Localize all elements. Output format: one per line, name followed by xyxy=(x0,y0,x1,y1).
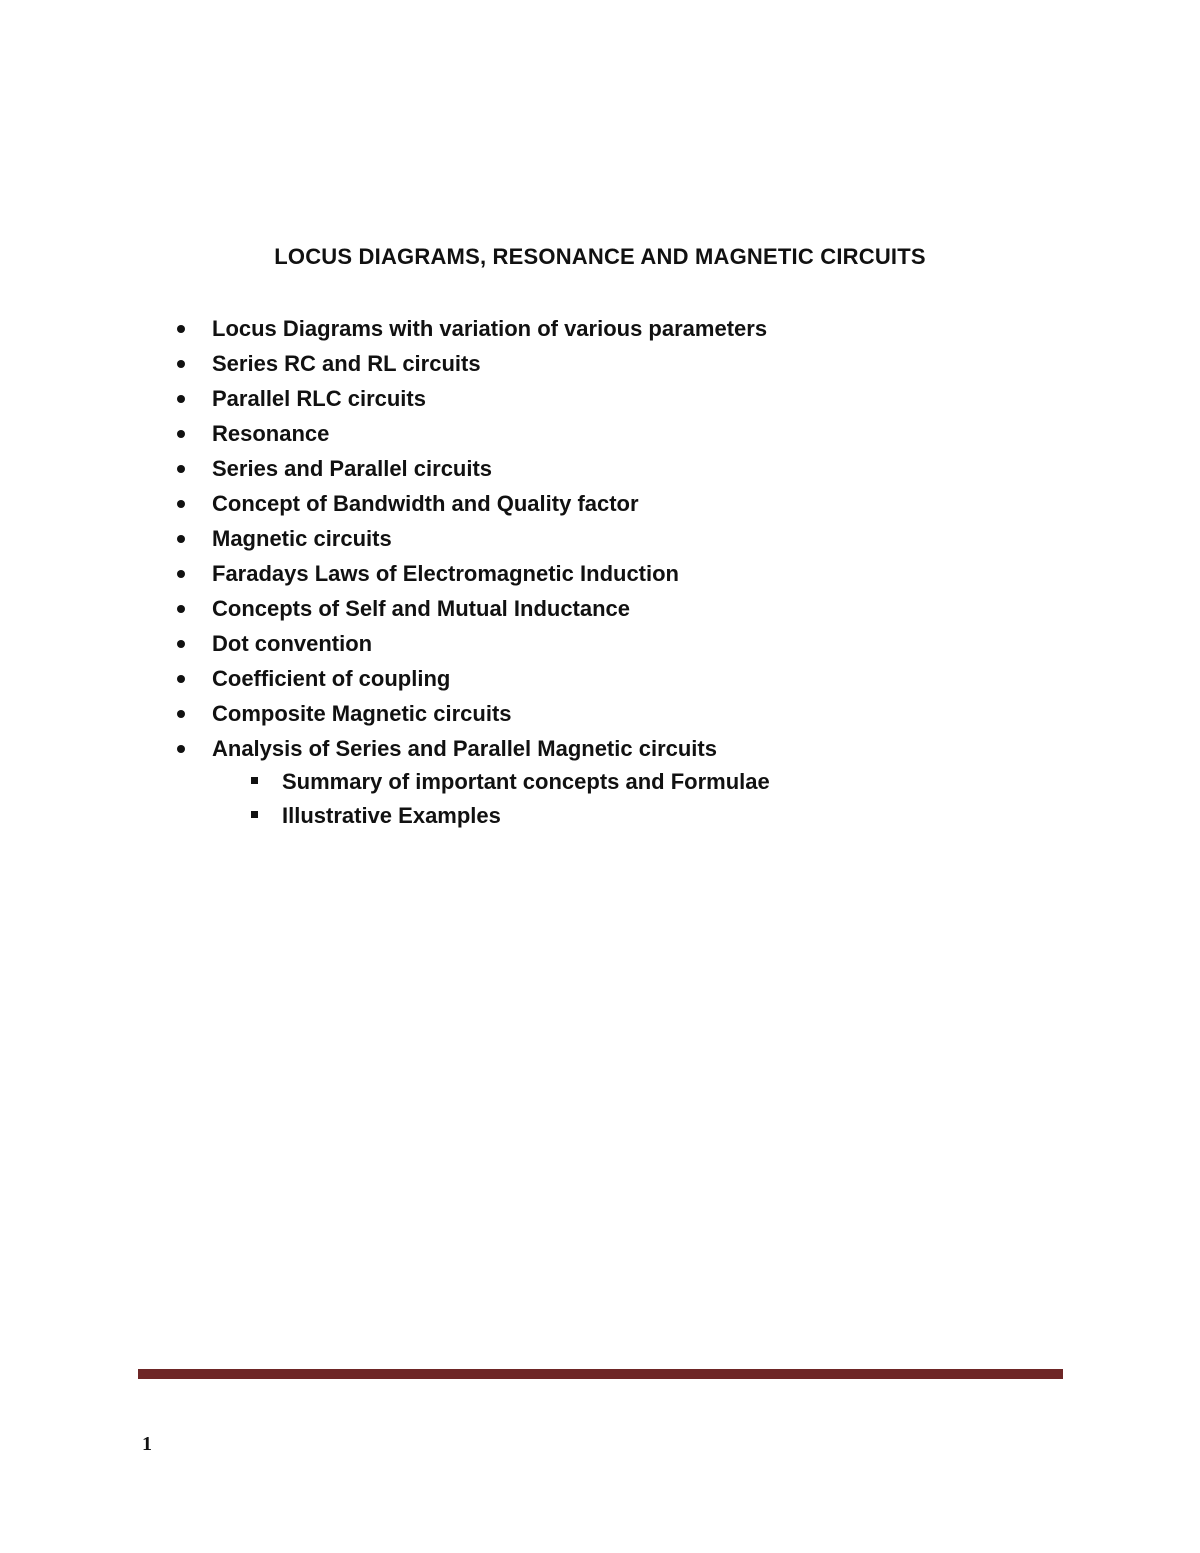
topic-text: Series and Parallel circuits xyxy=(212,456,493,481)
bullet-icon xyxy=(177,500,185,508)
list-item xyxy=(212,418,767,453)
list-item xyxy=(212,453,767,488)
topic-list xyxy=(212,313,767,768)
topic-text: Magnetic circuits xyxy=(212,526,392,551)
square-bullet-icon xyxy=(251,811,258,818)
topic-text: Locus Diagrams with variation of various parameters xyxy=(212,316,768,341)
list-item xyxy=(212,348,767,383)
bullet-icon xyxy=(177,605,185,613)
list-item xyxy=(212,383,767,418)
subtopic-list xyxy=(282,766,770,834)
list-item xyxy=(212,558,767,593)
bullet-icon xyxy=(177,535,185,543)
list-item xyxy=(212,313,767,348)
topic-text: Analysis of Series and Parallel Magnetic circuits xyxy=(212,736,717,761)
bullet-icon xyxy=(177,360,185,368)
list-item xyxy=(212,593,767,628)
bullet-icon xyxy=(177,570,185,578)
topic-text: Parallel RLC circuits xyxy=(212,386,426,411)
list-item xyxy=(212,488,767,523)
bullet-icon xyxy=(177,745,185,753)
list-item xyxy=(212,523,767,558)
topic-text: Series RC and RL circuits xyxy=(212,351,481,376)
topic-text: Coefficient of coupling xyxy=(212,666,451,691)
bullet-icon xyxy=(177,710,185,718)
square-bullet-icon xyxy=(251,777,258,784)
topic-text: Composite Magnetic circuits xyxy=(212,701,512,726)
bullet-icon xyxy=(177,640,185,648)
topic-text: Dot convention xyxy=(212,631,373,656)
list-item xyxy=(212,628,767,663)
bullet-icon xyxy=(177,675,185,683)
subtopic-text: Summary of important concepts and Formulae xyxy=(282,769,770,794)
list-item xyxy=(212,663,767,698)
topic-text: Resonance xyxy=(212,421,330,446)
bullet-icon xyxy=(177,465,185,473)
topic-text: Concept of Bandwidth and Quality factor xyxy=(212,491,639,516)
bullet-icon xyxy=(177,325,185,333)
list-item xyxy=(212,733,767,768)
list-item xyxy=(282,766,770,800)
topic-text: Concepts of Self and Mutual Inductance xyxy=(212,596,631,621)
bullet-icon xyxy=(177,430,185,438)
topic-text: Faradays Laws of Electromagnetic Induction xyxy=(212,561,679,586)
page-title: LOCUS DIAGRAMS, RESONANCE AND MAGNETIC CIRCUITS xyxy=(274,244,926,269)
page-number: 1 xyxy=(142,1433,152,1455)
list-item xyxy=(282,800,770,834)
footer-divider xyxy=(138,1369,1063,1379)
subtopic-text: Illustrative Examples xyxy=(282,803,501,828)
bullet-icon xyxy=(177,395,185,403)
list-item xyxy=(212,698,767,733)
